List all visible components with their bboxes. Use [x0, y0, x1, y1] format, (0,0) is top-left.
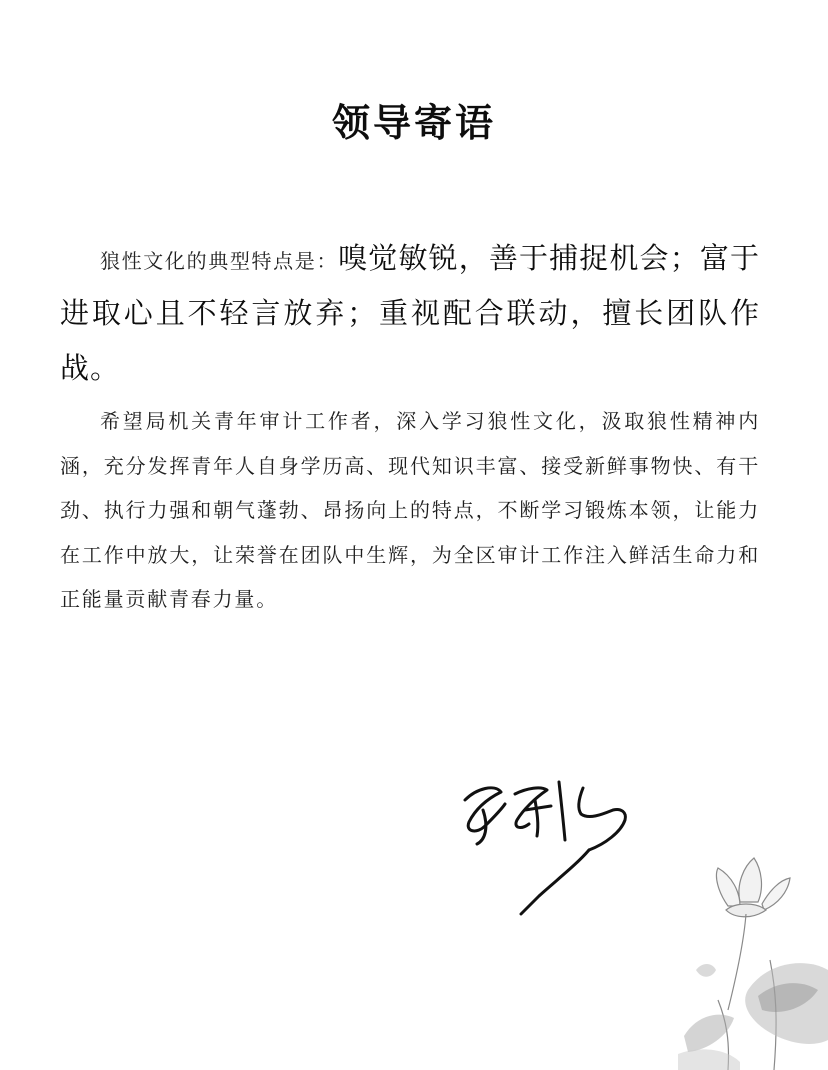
paragraph-1: [60, 232, 760, 397]
paragraph-1-lead: 狼性文化的典型特点是：: [100, 249, 339, 273]
signature-image: [455, 770, 645, 920]
lotus-illustration: [678, 840, 828, 1070]
paragraph-1-highlight: 嗅觉敏锐，善于捕捉机会；富于进取心且不轻言放弃；重视配合联动，擅长团队作战。: [60, 241, 760, 385]
page-title: 领导寄语: [331, 101, 496, 145]
message-body: [60, 232, 760, 622]
paragraph-2: 希望局机关青年审计工作者，深入学习狼性文化，汲取狼性精神内涵，充分发挥青年人自身学历高、现代知识丰富、接受新鲜事物快、有干劲、执行力强和朝气蓬勃、昂扬向上的特点，不断学习锻炼本领，让能力在工作中放大，让荣誉在团队中生辉，为全区审计工作注入鲜活生命力和正能量贡献青春力量。: [60, 409, 760, 611]
